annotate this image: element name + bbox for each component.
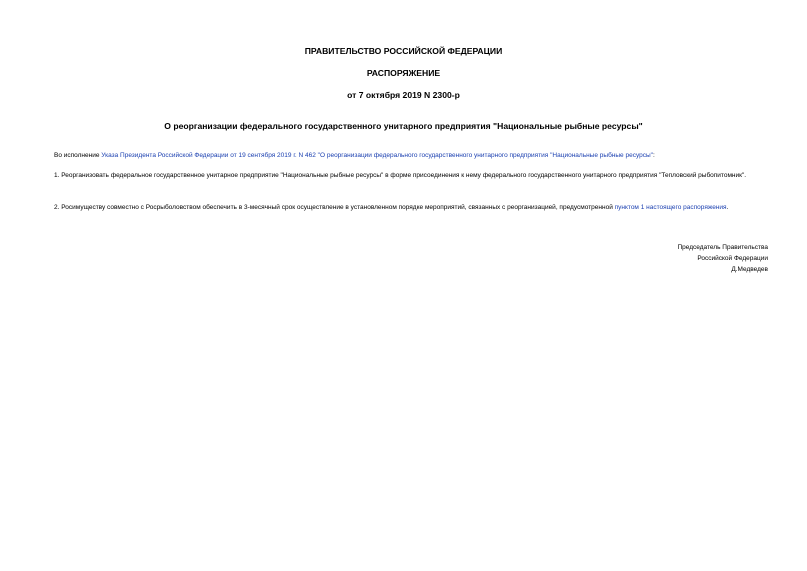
preamble-suffix: : bbox=[652, 152, 655, 159]
item-1-reference-link[interactable]: пунктом 1 настоящего распоряжения bbox=[614, 204, 727, 211]
signature-position: Председатель Правительства bbox=[677, 244, 768, 251]
paragraph-preamble bbox=[40, 151, 768, 162]
paragraph-item-2 bbox=[40, 203, 768, 214]
item-2-suffix: . bbox=[726, 204, 729, 211]
document-title: О реорганизации федерального государственного унитарного предприятия "Национальные рыбные ресурсы" bbox=[164, 121, 643, 131]
government-heading: ПРАВИТЕЛЬСТВО РОССИЙСКОЙ ФЕДЕРАЦИИ bbox=[304, 46, 503, 56]
decree-link[interactable]: Указа Президента Российской Федерации от 19 сентября 2019 г. N 462 "О реорганизации федерального государственного унитарного предприятия "Национальные рыбные ресурсы" bbox=[101, 152, 653, 159]
item-2-text: 2. Росимуществу совместно с Росрыболовством обеспечить в 3-месячный срок осуществление в установленном порядке мероприятий, связанных с реорганизацией, предусмотренной bbox=[54, 204, 615, 211]
paragraph-item-1: 1. Реорганизовать федеральное государственное унитарное предприятие "Национальные рыбные ресурсы" в форме присоединения к нему федерального государственного унитарного предприятия "Тепловский рыбопитомник". bbox=[54, 172, 747, 179]
signature-organization: Российской Федерации bbox=[697, 255, 768, 262]
document-date-number: от 7 октября 2019 N 2300-р bbox=[347, 90, 460, 100]
document-type-heading: РАСПОРЯЖЕНИЕ bbox=[366, 68, 441, 78]
signature-name: Д.Медведев bbox=[731, 266, 768, 273]
preamble-prefix: Во исполнение bbox=[54, 152, 102, 159]
